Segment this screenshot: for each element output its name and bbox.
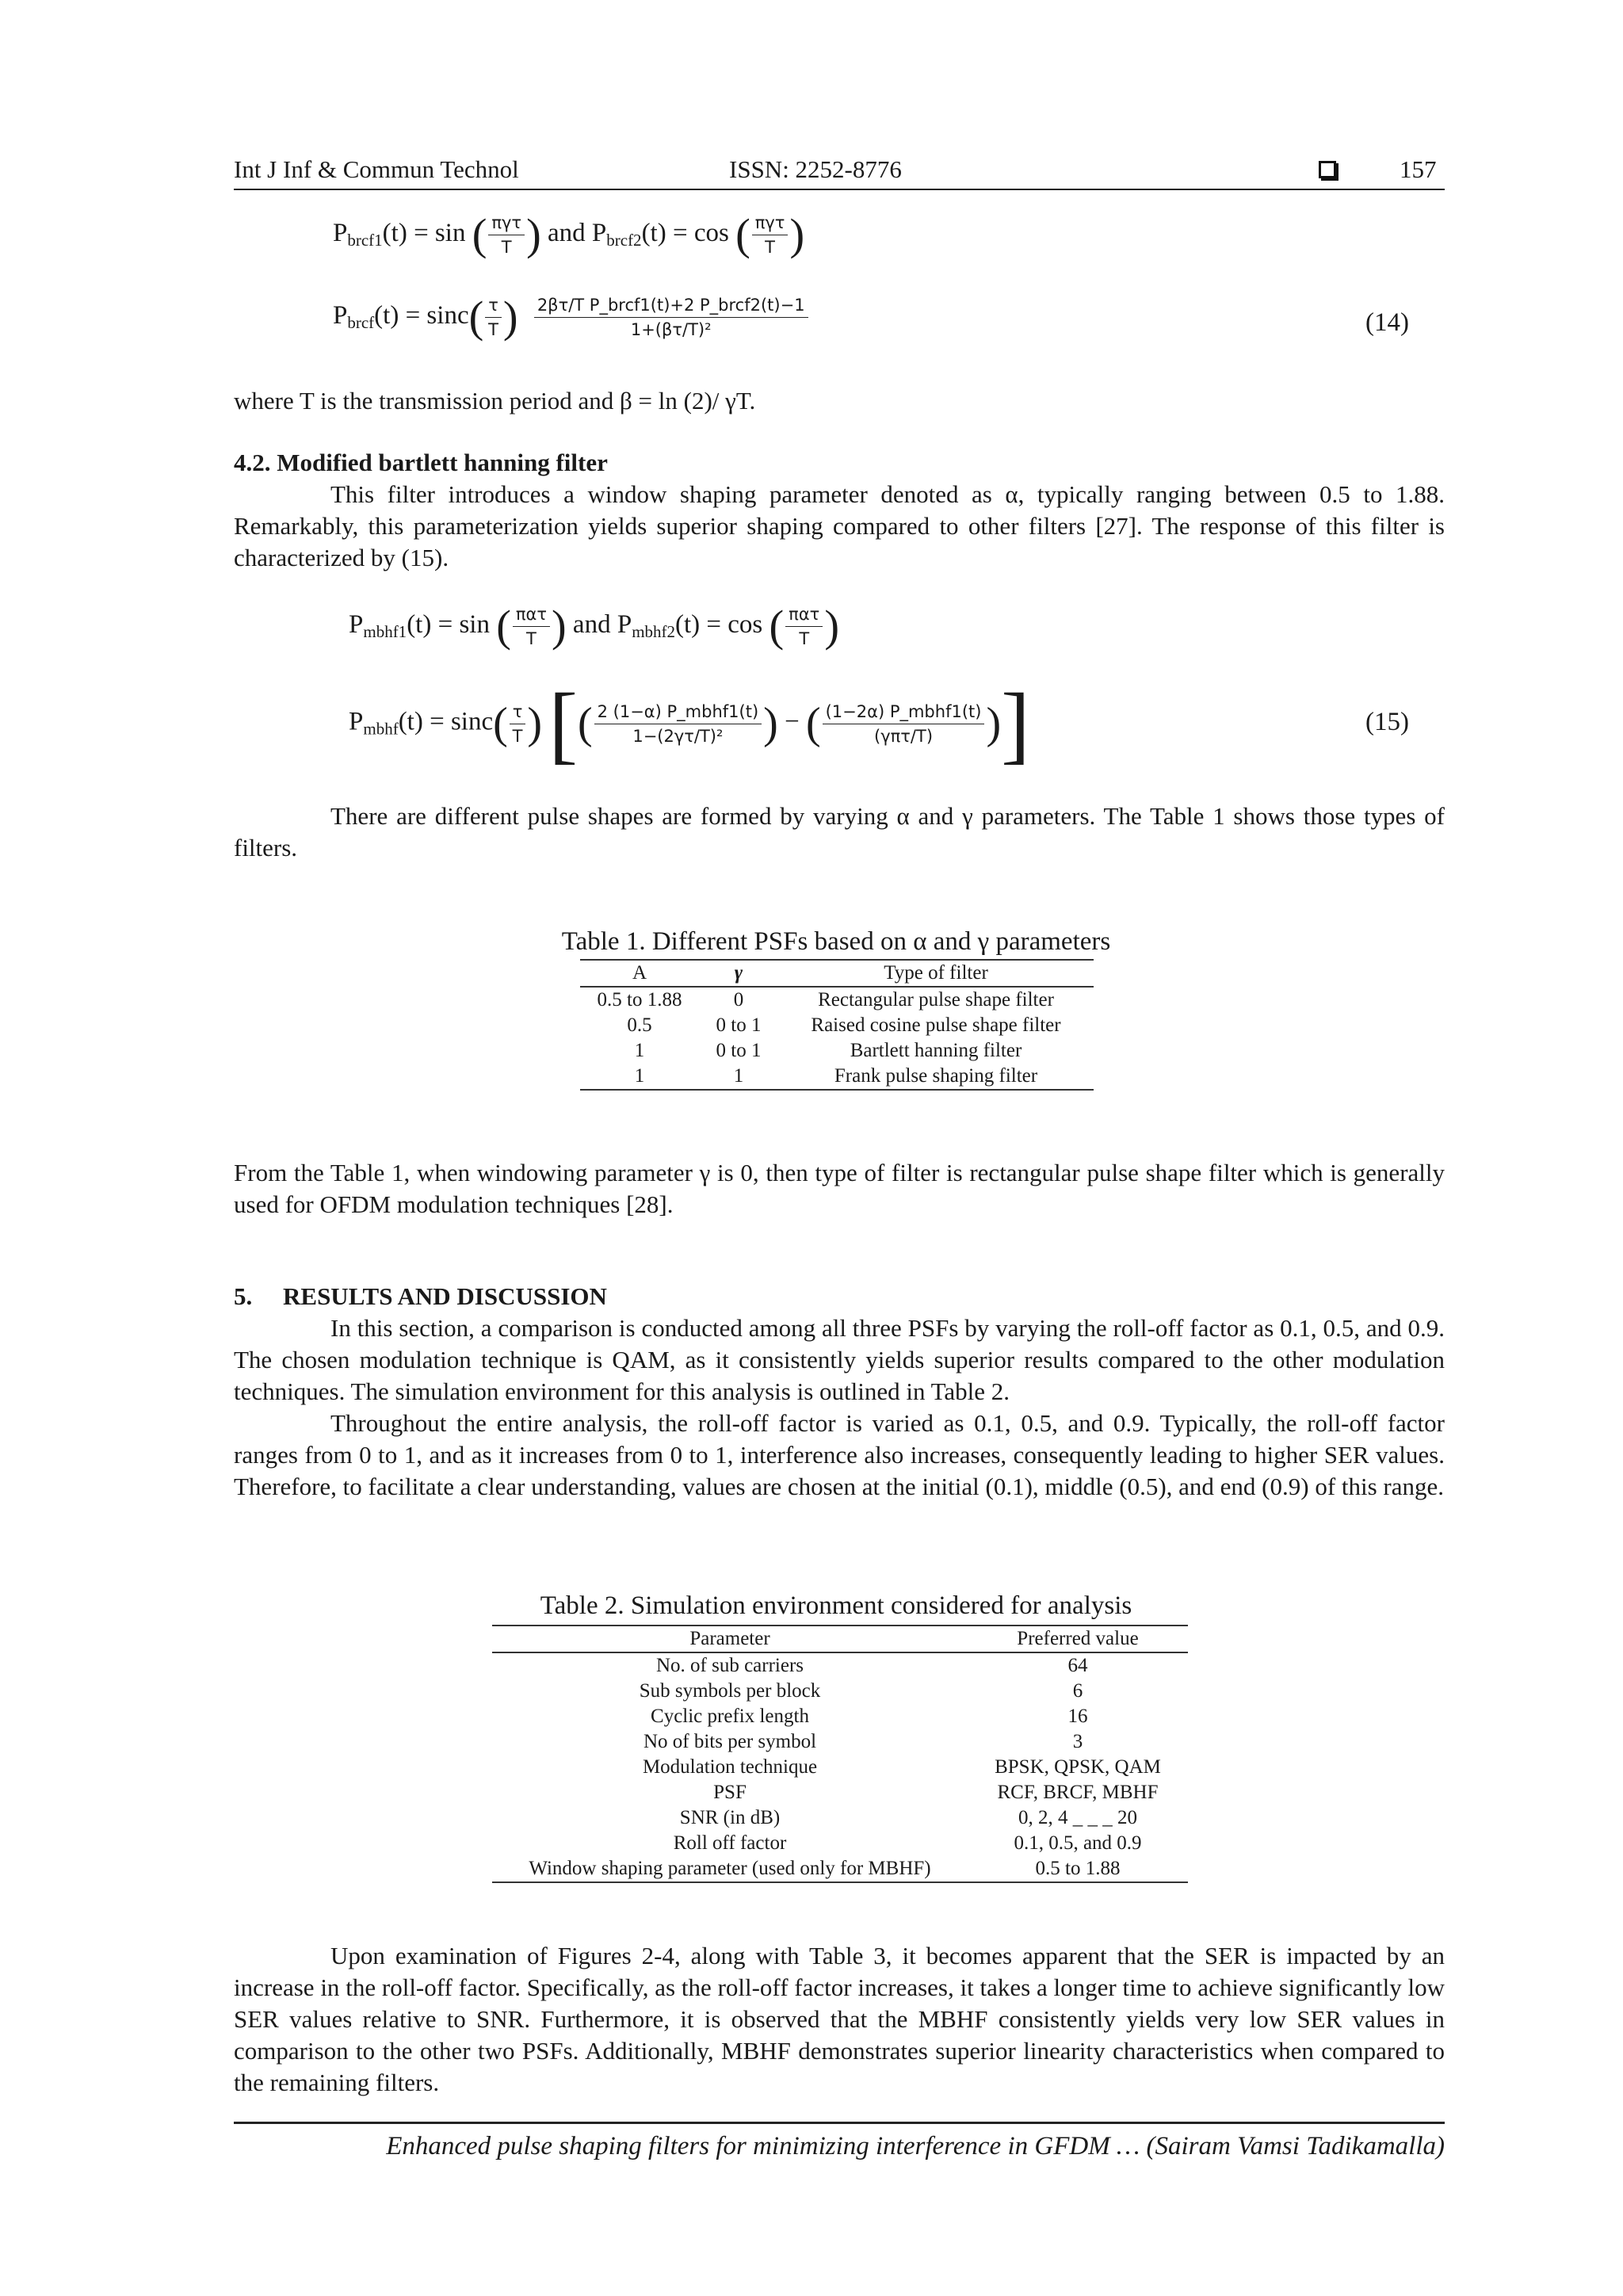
table-cell: 0.1, 0.5, and 0.9	[1014, 1832, 1142, 1854]
table-cell: Roll off factor	[673, 1832, 787, 1854]
where-text: where T is the transmission period and β = ln (2)/ γT.	[234, 387, 756, 415]
table-cell: PSF	[713, 1782, 747, 1803]
footer-rule	[234, 2122, 1445, 2124]
table-cell: SNR (in dB)	[679, 1807, 781, 1828]
eq-subscript: mbhf1	[363, 622, 407, 642]
eq-symbol: P	[333, 219, 348, 248]
eq-text: (t) = cos	[675, 610, 763, 640]
equation-15a: $P_{mbhf1}(t) = \sin$ ( $\frac{\text{πατ}}{T}$ ) and $P_{mbhf2}(t) = \cos$ ( $\frac{\text{πατ}}{T}$ )	[349, 602, 839, 651]
eq-denominator: T	[501, 238, 512, 257]
eq-symbol: P	[617, 610, 632, 640]
table-cell: Raised cosine pulse shape filter	[811, 1014, 1061, 1036]
column-header: Preferred value	[1017, 1628, 1139, 1649]
eq-denominator: 1−(2γτ/T)²	[632, 726, 724, 746]
table-cell: 6	[1072, 1680, 1083, 1702]
table-cell: 1	[733, 1065, 744, 1087]
table-cell: 0 to 1	[716, 1014, 762, 1036]
table-row	[492, 1780, 1188, 1805]
journal-name: Int J Inf & Commun Technol	[234, 155, 519, 183]
eq-subscript: brcf2	[606, 231, 642, 250]
table-cell: 1	[634, 1040, 645, 1061]
table-row	[492, 1679, 1188, 1704]
table-cell: No. of sub carriers	[655, 1655, 804, 1676]
eq-symbol: P	[591, 219, 607, 248]
column-header: Parameter	[689, 1628, 770, 1649]
section-5-paragraph-1: In this section, a comparison is conducted among all three PSFs by varying the roll-off factor as 0.1, 0.5, and 0.9. The chosen modulation technique is QAM, as it consistently yields superior results compared to the other modulation techniques. The simulation environment for this analysis is outlined in Table 2.	[234, 1314, 1445, 1405]
eq-denominator: T	[799, 629, 810, 648]
table-row	[492, 1652, 1188, 1679]
eq-numerator: πατ	[785, 604, 823, 627]
table-row	[580, 1038, 1094, 1064]
table-cell: 16	[1067, 1706, 1088, 1727]
eq-subscript: mbhf	[363, 719, 399, 739]
eq-numerator: 2 (1−α) P_mbhf1(t)	[594, 701, 762, 724]
eq-subscript: brcf1	[347, 231, 383, 250]
table-1-caption: Table 1. Different PSFs based on α and γ parameters	[561, 927, 1111, 956]
eq-text: (t) = sin	[382, 219, 466, 248]
table-row	[492, 1856, 1188, 1882]
final-paragraph: Upon examination of Figures 2-4, along with Table 3, it becomes apparent that the SER is impacted by an increase in the roll-off factor. Specifically, as the roll-off factor increases, it takes a longer time to achieve significantly low SER values relative to SNR. Furthermore, it is observed that the MBHF consistently yields very low SER values in comparison to the other two PSFs. Additionally, MBHF demonstrates superior linearity characteristics when compared to the remaining filters.	[234, 1942, 1445, 2096]
table-cell: 0 to 1	[716, 1040, 762, 1061]
table-row	[492, 1729, 1188, 1755]
eq-numerator: τ	[485, 295, 502, 318]
eq-numerator: πγτ	[752, 212, 789, 235]
eq-numerator: πατ	[513, 604, 550, 627]
eq-text: (t) = sinc	[374, 301, 469, 330]
equation-14b: $P_{brcf}(t) = \sin c$( $\frac{\tau}{T}$ ) $\frac{\text{2βτ/T P\_brcf1(t)+2 P\_brcf2(t)−1}}{\text{1+(βτ/T)²}}$	[333, 295, 810, 340]
table-header-row	[580, 960, 1094, 987]
eq-symbol: P	[349, 610, 364, 640]
eq-subscript: brcf	[347, 313, 375, 333]
section-4-2-paragraph: This filter introduces a window shaping parameter denoted as α, typically ranging between 0.5 to 1.88. Remarkably, this parameterization yields superior shaping compared to other filters [27]. The response of this filter is characterized by (15).	[234, 480, 1445, 571]
table-row	[492, 1704, 1188, 1729]
table-cell: Frank pulse shaping filter	[834, 1065, 1038, 1087]
eq-text: and	[572, 610, 611, 640]
eq-denominator: 1+(βτ/T)²	[630, 320, 712, 339]
table-cell: RCF, BRCF, MBHF	[997, 1782, 1159, 1803]
running-footer: Enhanced pulse shaping filters for minimizing interference in GFDM … (Sairam Vamsi Tadikamalla)	[386, 2132, 1445, 2160]
table-cell: 0	[733, 989, 744, 1010]
column-header: γ	[734, 962, 743, 984]
eq-text: (t) = sinc	[398, 707, 494, 736]
issn: ISSN: 2252-8776	[729, 155, 902, 183]
table-cell: 64	[1067, 1655, 1088, 1676]
table-cell: 1	[634, 1065, 645, 1087]
table-1	[580, 959, 1094, 1091]
eq-denominator: T	[765, 238, 775, 257]
equation-number-14: (14)	[1365, 308, 1409, 337]
table-2	[492, 1625, 1188, 1883]
table-cell: Modulation technique	[642, 1756, 818, 1778]
equation-15b: $P_{mbhf}(t) = \sin c$( $\frac{\tau}{T}$ ) [( $\frac{\text{2 (1−α) P\_mbhf1(t)}}{\text{1−(2γτ/T)²}}$ ) − ( $\frac{\text{(1−2α) P\_mbhf1(t)}}{\text{(γπτ/T)}}$ )]	[349, 675, 1030, 772]
table-row	[492, 1755, 1188, 1780]
table-cell: 0.5 to 1.88	[1035, 1858, 1121, 1879]
eq-symbol: P	[333, 301, 348, 330]
section-heading-5: 5. RESULTS AND DISCUSSION	[234, 1282, 607, 1310]
table-cell: 3	[1072, 1731, 1083, 1752]
eq-operator: −	[785, 707, 800, 736]
eq-denominator: (γπτ/T)	[874, 726, 934, 746]
eq-denominator: T	[526, 629, 537, 648]
table-header-row	[492, 1626, 1188, 1652]
eq-denominator: T	[512, 726, 523, 746]
table-cell: Cyclic prefix length	[651, 1706, 809, 1727]
table-row	[492, 1805, 1188, 1831]
equation-14a: $P_{brcf1}(t) = \sin$ ( $\frac{\text{πγτ}}{T}$ ) and $P_{brcf2}(t) = \cos$ ( $\frac{\text{πγτ}}{T}$ )	[333, 210, 805, 260]
table-cell: No of bits per symbol	[643, 1731, 817, 1752]
eq-numerator: (1−2α) P_mbhf1(t)	[823, 701, 985, 724]
table-row	[580, 987, 1094, 1013]
table-cell: 0.5 to 1.88	[597, 989, 682, 1010]
table-1-discussion: From the Table 1, when windowing parameter γ is 0, then type of filter is rectangular pulse shape filter which is generally used for OFDM modulation techniques [28].	[234, 1159, 1445, 1218]
table-cell: Bartlett hanning filter	[850, 1040, 1022, 1061]
table-row	[580, 1013, 1094, 1038]
table-cell: Sub symbols per block	[639, 1680, 821, 1702]
eq-numerator: τ	[510, 701, 526, 724]
table-cell: Window shaping parameter (used only for MBHF)	[529, 1858, 931, 1879]
table-cell: 0.5	[627, 1014, 652, 1036]
eq-numerator: 2βτ/T P_brcf1(t)+2 P_brcf2(t)−1	[534, 295, 808, 318]
equation-number-15: (15)	[1365, 708, 1409, 736]
column-header: Type of filter	[884, 962, 988, 984]
square-bullet-icon	[1319, 161, 1336, 178]
eq-text: (t) = cos	[641, 219, 729, 248]
table-2-caption: Table 2. Simulation environment considered for analysis	[540, 1591, 1132, 1620]
section-5-paragraph-2: Throughout the entire analysis, the roll-off factor is varied as 0.1, 0.5, and 0.9. Typically, the roll-off factor ranges from 0 to 1, and as it increases from 0 to 1, interference also increases, consequently leading to higher SER values. Therefore, to facilitate a clear understanding, values are chosen at the initial (0.1), middle (0.5), and end (0.9) of this range.	[234, 1409, 1445, 1500]
table-row	[580, 1064, 1094, 1090]
eq-numerator: πγτ	[488, 212, 525, 235]
eq-symbol: P	[349, 707, 364, 736]
table-row	[492, 1831, 1188, 1856]
table-cell: BPSK, QPSK, QAM	[995, 1756, 1161, 1778]
column-header: A	[632, 962, 647, 984]
eq-subscript: mbhf2	[632, 622, 676, 642]
pulse-shapes-paragraph: There are different pulse shapes are formed by varying α and γ parameters. The Table 1 shows those types of filters.	[234, 802, 1445, 861]
eq-denominator: T	[488, 320, 498, 339]
header-rule	[234, 189, 1445, 190]
table-cell: Rectangular pulse shape filter	[818, 989, 1054, 1010]
eq-text: (t) = sin	[407, 610, 490, 640]
eq-text: and	[547, 219, 586, 248]
page-number: 157	[1400, 155, 1437, 183]
table-cell: 0, 2, 4 _ _ _ 20	[1018, 1807, 1137, 1828]
section-heading-4-2: 4.2. Modified bartlett hanning filter	[234, 449, 608, 476]
